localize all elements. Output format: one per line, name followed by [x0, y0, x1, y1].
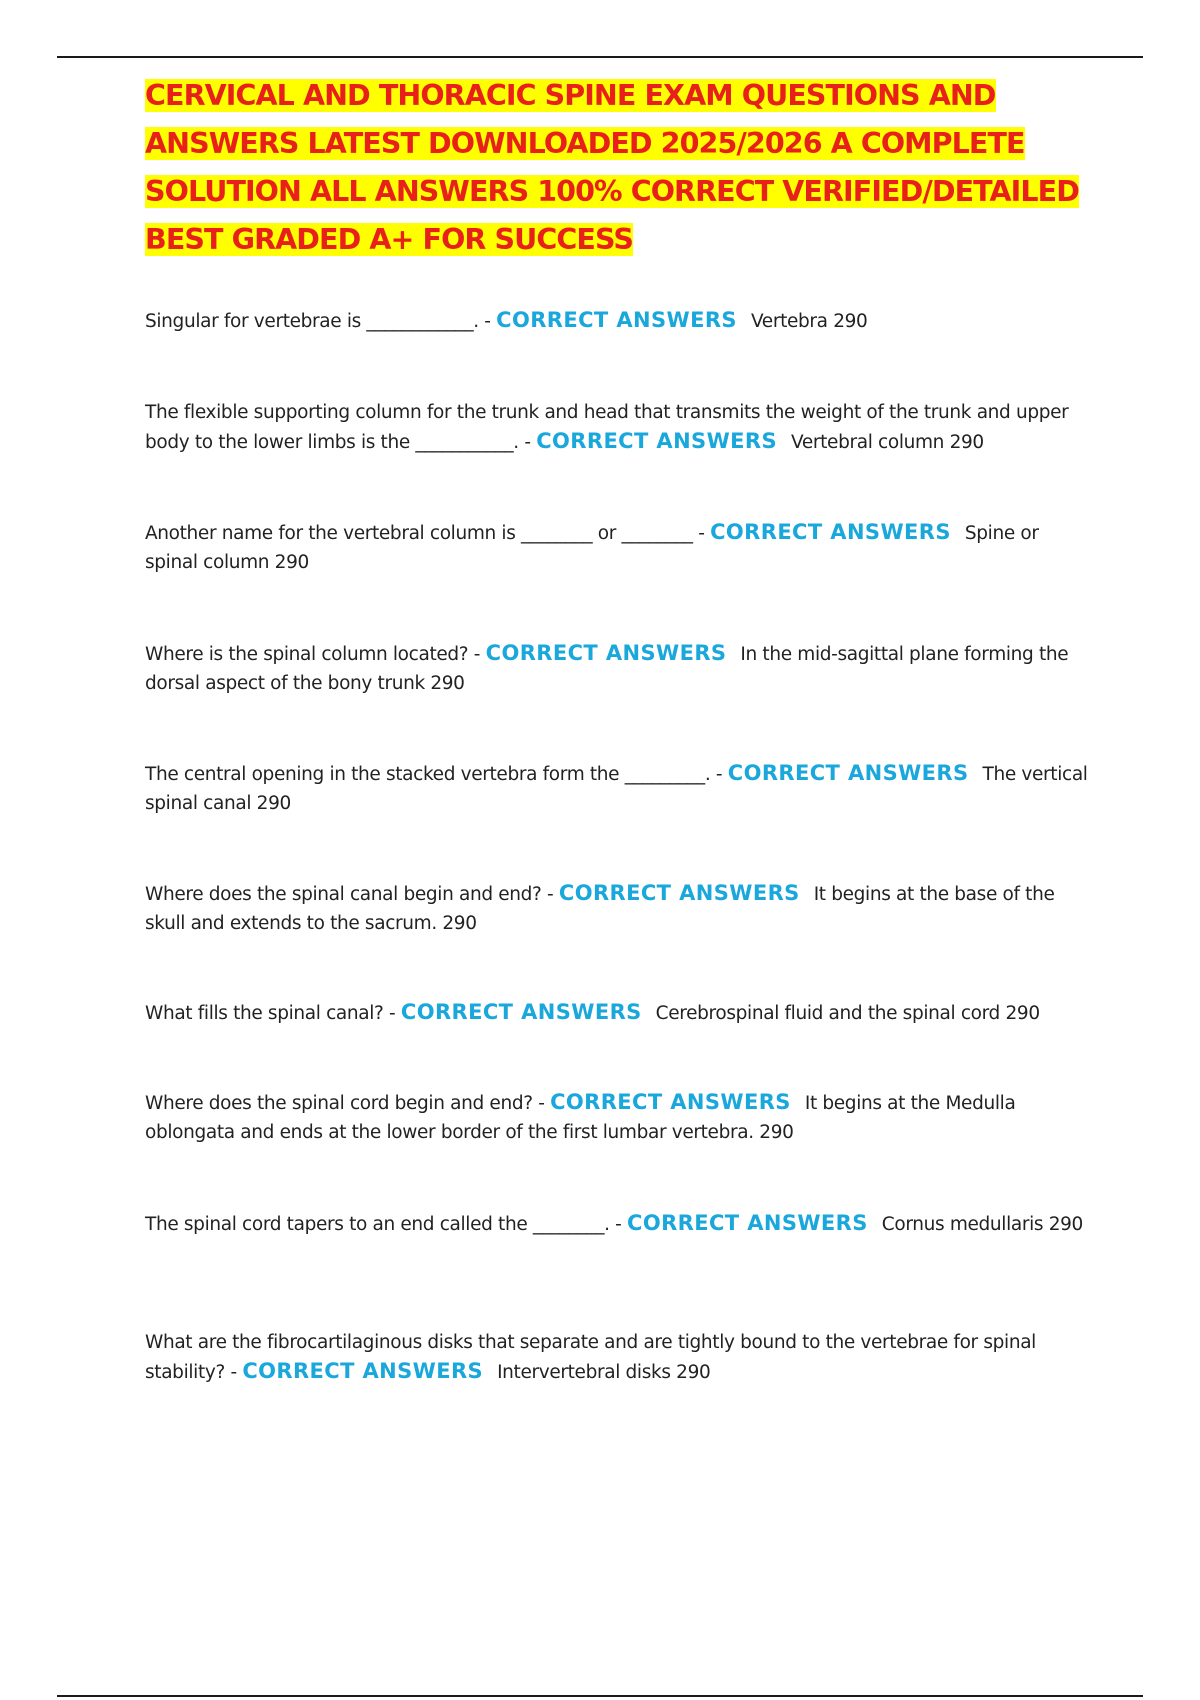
correct-answers-label: CORRECT ANSWERS	[485, 641, 727, 665]
correct-answers-label: CORRECT ANSWERS	[550, 1090, 791, 1114]
separator: -	[224, 1362, 243, 1383]
correct-answers-label: CORRECT ANSWERS	[727, 761, 969, 785]
question-text: Singular for vertebrae is ____________.	[145, 311, 479, 332]
qa-item-8	[145, 1088, 1090, 1147]
title-highlight: CERVICAL AND THORACIC SPINE EXAM QUESTIONS AND ANSWERS LATEST DOWNLOADED 2025/2026 A COMPLETE SOLUTION ALL ANSWERS 100% CORRECT VERIFIED/DETAILED BEST GRADED A+ FOR SUCCESS	[145, 79, 1079, 256]
answer-text: It begins at the Medulla oblongata and ends at the lower border of the first lumbar vertebra. 290	[145, 1093, 1016, 1143]
correct-answers-label: CORRECT ANSWERS	[627, 1211, 868, 1235]
answer-text: Cerebrospinal fluid and the spinal cord 290	[655, 1003, 1040, 1024]
answer-text: Vertebra 290	[750, 311, 868, 332]
separator: -	[541, 884, 559, 905]
answer-text: In the mid-sagittal plane forming the dorsal aspect of the bony trunk 290	[145, 644, 1069, 694]
correct-answers-label: CORRECT ANSWERS	[400, 1000, 642, 1024]
question-text: Where does the spinal canal begin and end?	[145, 884, 542, 905]
answer-text: Cornus medullaris 290	[881, 1214, 1083, 1235]
qa-item-5	[145, 759, 1090, 818]
separator: -	[710, 764, 728, 785]
question-text: What fills the spinal canal?	[145, 1003, 384, 1024]
correct-answers-label: CORRECT ANSWERS	[496, 308, 737, 332]
separator: -	[478, 311, 497, 332]
question-text: The spinal cord tapers to an end called the ________.	[145, 1214, 610, 1235]
question-text: The central opening in the stacked vertebra form the _________.	[145, 764, 711, 785]
qa-item-10	[145, 1328, 1090, 1387]
separator: -	[468, 644, 486, 665]
separator: -	[518, 432, 537, 453]
question-text: The flexible supporting column for the trunk and head that transmits the weight of the trunk and upper body to the lower limbs is the ___________.	[145, 402, 1069, 453]
correct-answers-label: CORRECT ANSWERS	[558, 881, 800, 905]
correct-answers-label: CORRECT ANSWERS	[242, 1359, 484, 1383]
bottom-rule	[57, 1695, 1143, 1697]
document-title	[145, 72, 1105, 264]
question-text: Where is the spinal column located?	[145, 644, 469, 665]
qa-item-1	[145, 306, 1090, 336]
answer-text: It begins at the base of the skull and extends to the sacrum. 290	[145, 884, 1055, 934]
qa-item-4	[145, 639, 1090, 698]
question-text: Where does the spinal cord begin and end?	[145, 1093, 533, 1114]
separator: -	[383, 1003, 401, 1024]
answer-text: Vertebral column 290	[791, 432, 984, 453]
correct-answers-label: CORRECT ANSWERS	[536, 429, 777, 453]
answer-text: Intervertebral disks 290	[497, 1362, 711, 1383]
qa-item-9	[145, 1209, 1090, 1239]
question-text: Another name for the vertebral column is ________ or ________	[145, 523, 693, 544]
answer-text: Spine or spinal column 290	[145, 523, 1039, 573]
separator: -	[692, 523, 711, 544]
qa-item-6	[145, 879, 1090, 938]
separator: -	[609, 1214, 628, 1235]
qa-item-3	[145, 518, 1090, 577]
question-text: What are the fibrocartilaginous disks that separate and are tightly bound to the vertebrae for spinal stability?	[145, 1332, 1036, 1383]
answer-text: The vertical spinal canal 290	[145, 764, 1088, 814]
separator: -	[532, 1093, 551, 1114]
qa-item-2	[145, 398, 1090, 457]
qa-item-7	[145, 998, 1090, 1028]
correct-answers-label: CORRECT ANSWERS	[710, 520, 951, 544]
top-rule	[57, 56, 1143, 58]
